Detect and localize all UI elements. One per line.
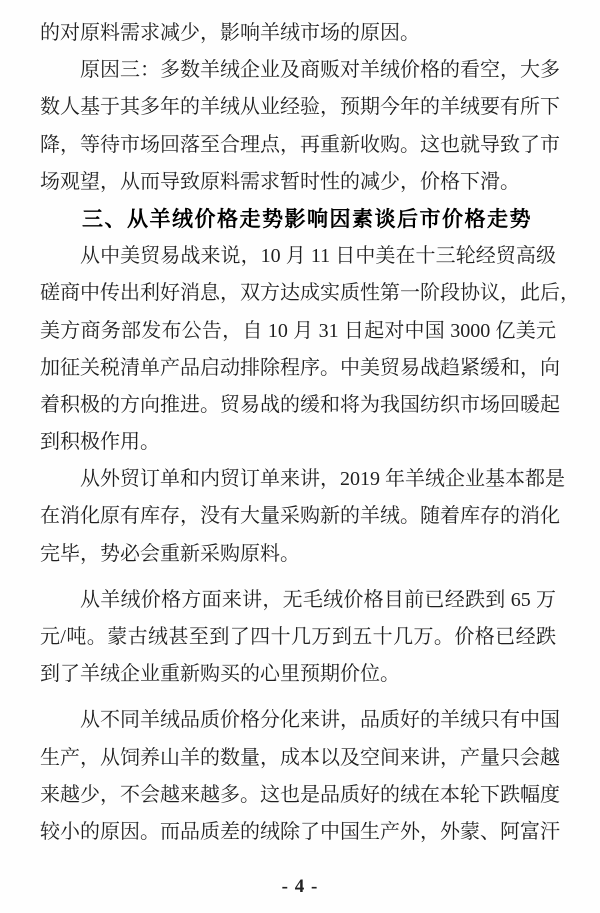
text-line: 在消化原有库存，没有大量采购新的羊绒。随着库存的消化: [40, 505, 560, 528]
paragraph: [40, 52, 560, 201]
text-line: 从不同羊绒品质价格分化来讲，品质好的羊绒只有中国: [80, 709, 560, 732]
text-line: 从羊绒价格方面来讲，无毛绒价格目前已经跌到 65 万: [80, 588, 556, 611]
text-line: 三、从羊绒价格走势影响因素谈后市价格走势: [82, 206, 532, 231]
paragraph: [40, 15, 556, 52]
text-line: 生产，从饲养山羊的数量，成本以及空间来讲，产量只会越: [40, 746, 560, 769]
text-line: 原因三：多数羊绒企业及商贩对羊绒价格的看空，大多: [80, 59, 560, 82]
text-line: 的对原料需求减少，影响羊绒市场的原因。: [40, 22, 420, 44]
text-line: 元/吨。蒙古绒甚至到了四十几万到五十几万。价格已经跌: [40, 626, 556, 648]
page-number: - 4 -: [281, 876, 319, 897]
text-line: 从外贸订单和内贸订单来讲，2019 年羊绒企业基本都是: [80, 468, 565, 491]
document-body: [40, 15, 580, 851]
paragraph: [40, 238, 580, 461]
text-line: 加征关税清单产品启动排除程序。中美贸易战趋紧缓和，向: [40, 356, 560, 379]
text-line: 美方商务部发布公告，自 10 月 31 日起对中国 3000 亿美元: [40, 319, 556, 342]
text-line: 到积极作用。: [40, 431, 160, 454]
text-line: 完毕，势必会重新采购原料。: [40, 542, 300, 565]
text-line: 较小的原因。而品质差的绒除了中国生产外，外蒙、阿富汗: [40, 820, 560, 843]
text-line: 着积极的方向推进。贸易战的缓和将为我国纺织市场回暖起: [40, 393, 560, 416]
text-line: 场观望，从而导致原料需求暂时性的减少，价格下滑。: [40, 170, 520, 193]
paragraph: [40, 582, 556, 694]
paragraph: [40, 461, 565, 573]
paragraph: [40, 702, 560, 851]
text-line: 从中美贸易战来说，10 月 11 日中美在十三轮经贸高级: [80, 245, 556, 268]
text-line: 到了羊绒企业重新购买的心里预期价位。: [40, 663, 400, 686]
page-footer: [0, 876, 600, 898]
text-line: 降，等待市场回落至合理点，再重新收购。这也就导致了市: [40, 133, 560, 156]
text-line: 数人基于其多年的羊绒从业经验，预期今年的羊绒要有所下: [40, 96, 560, 119]
section-heading: [40, 201, 556, 238]
text-line: 来越少，不会越来越多。这也是品质好的绒在本轮下跌幅度: [40, 783, 560, 806]
text-line: 磋商中传出利好消息，双方达成实质性第一阶段协议，此后，: [40, 282, 580, 305]
